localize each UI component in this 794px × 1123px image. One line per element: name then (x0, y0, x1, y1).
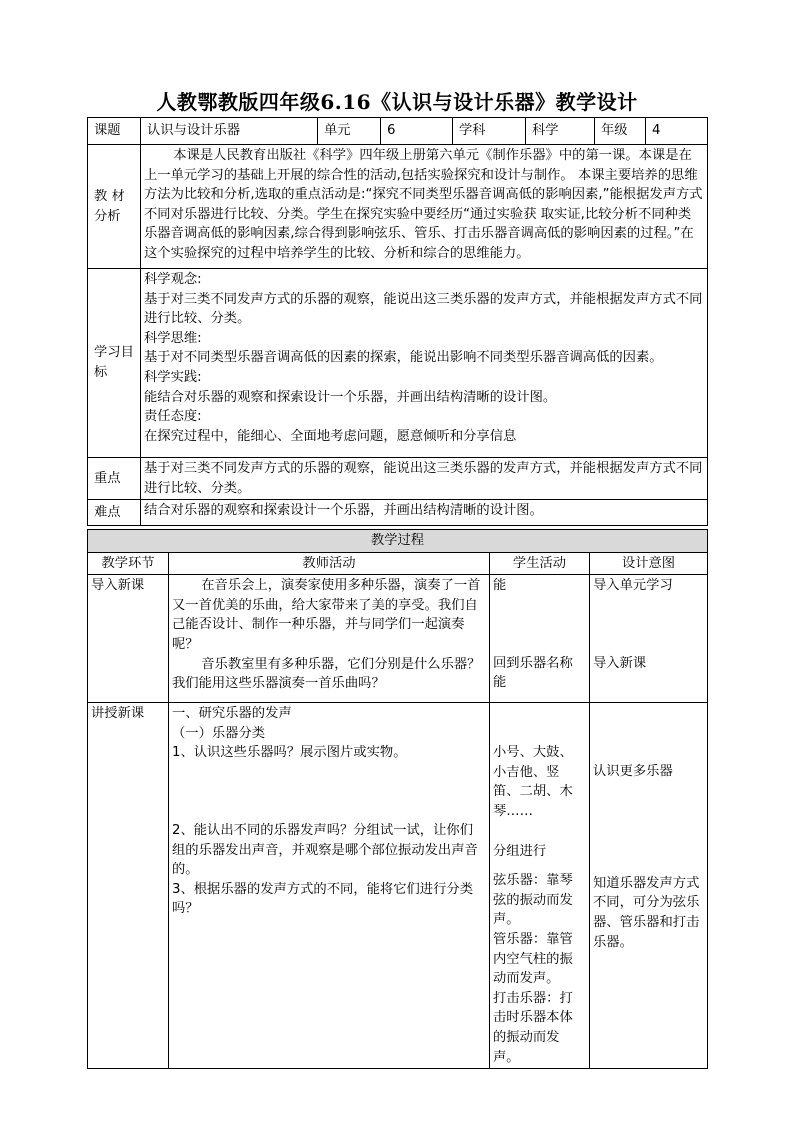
subject-value: 科学 (526, 118, 595, 145)
student-intro-2: 回到乐器名称 (493, 655, 573, 671)
grade-label: 年级 (595, 118, 646, 145)
teacher-intro-p1: 在音乐会上，演奏家使用多种乐器，演奏了一首又一首优美的乐曲，给大家带来了美的享受。我们自己能否设计、制作一种乐器，并与同学们一起演奏呢？ (172, 578, 481, 652)
goal-line: 科学观念: (144, 272, 202, 287)
student-intro (490, 575, 590, 703)
intent-item-3: 知道乐器发声方式不同，可分为弦乐器、管乐器和打击乐器。 (593, 875, 700, 950)
difficulty-text: 结合对乐器的观察和探索设计一个乐器，并画出结构清晰的设计图。 (141, 500, 708, 526)
teacher-lesson (169, 703, 490, 1069)
grade-value: 4 (646, 118, 708, 145)
unit-value: 6 (381, 118, 453, 145)
goal-line: 能结合对乐器的观察和探索设计一个乐器，并画出结构清晰的设计图。 (144, 389, 557, 405)
teacher-item-2: 2、能认出不同的乐器发声吗？分组试一试，让你们组的乐器发出声音，并观察是哪个部位振动发出声音的。 (172, 822, 478, 878)
process-title: 教学过程 (88, 530, 708, 553)
topic-label: 课题 (88, 118, 141, 145)
intent-intro (590, 575, 708, 703)
goal-line: 在探究过程中，能细心、全面地考虑问题，愿意倾听和分享信息 (144, 428, 517, 444)
col-header-stage: 教学环节 (88, 552, 169, 575)
intent-lesson (590, 703, 708, 1069)
lesson-info-table (87, 117, 708, 526)
intent-item-1: 认识更多乐器 (593, 764, 673, 780)
key-point-label: 重点 (88, 458, 141, 500)
intent-intro-1: 导入单元学习 (593, 578, 673, 594)
intent-intro-2: 导入新课 (593, 655, 647, 671)
topic-value: 认识与设计乐器 (141, 118, 318, 145)
student-item-3b: 管乐器：靠管内空气柱的振动而发声。 (493, 931, 573, 987)
teacher-item-1: 1、认识这些乐器吗？展示图片或实物。 (172, 745, 407, 761)
goal-line: 基于对三类不同发声方式的乐器的观察，能说出这三类乐器的发声方式，并能根据发声方式不同进行比较、分类。 (144, 291, 703, 327)
subject-label: 学科 (453, 118, 526, 145)
learning-goals-label: 学习目标 (88, 269, 141, 458)
student-intro-1: 能 (493, 578, 507, 594)
student-item-3a: 弦乐器：靠琴弦的振动而发声。 (493, 873, 573, 928)
goal-line: 基于对不同类型乐器音调高低的因素的探索，能说出影响不同类型乐器音调高低的因素。 (144, 350, 663, 366)
student-lesson (490, 703, 590, 1069)
goal-line: 科学实践: (144, 369, 202, 385)
col-header-teacher: 教师活动 (169, 552, 490, 575)
material-analysis-text: 本课是人民教育出版社《科学》四年级上册第六单元《制作乐器》中的第一课。本课是在上一单元学习的基础上开展的综合性的活动,包括实验探究和设计与制作。 本课主要培养的思维方法为比较和分析,选取的重点活动是:“探究不同类型乐器音调高低的影响因素,”能根据发声方式不同对乐器进行比较、分类。学生在探究实验中要经历“通过实验获 取实证,比较分析不同种类乐器音调高低的影响因素,综合得到影响弦乐、管乐、打击乐器音调高低的影响因素的过程。”在这个实验探究的过程中培养学生的比较、分析和综合的思维能力。 (141, 145, 708, 269)
unit-label: 单元 (318, 118, 381, 145)
goal-line: 科学思维: (144, 330, 202, 346)
learning-goals-text (141, 269, 708, 458)
key-point-text: 基于对三类不同发声方式的乐器的观察，能说出这三类乐器的发声方式，并能根据发声方式不同进行比较、分类。 (141, 458, 708, 500)
goal-line: 责任态度: (144, 409, 202, 425)
teacher-item-3: 3、根据乐器的发声方式的不同，能将它们进行分类吗？ (172, 881, 473, 917)
material-analysis-label: 教 材分析 (88, 145, 141, 269)
student-item-1: 小号、大鼓、小吉他、竖笛、二胡、木琴…… (493, 745, 573, 819)
col-header-intent: 设计意图 (590, 552, 708, 575)
difficulty-label: 难点 (88, 500, 141, 526)
page-title: 人教鄂教版四年级6.16《认识与设计乐器》教学设计 (156, 90, 638, 114)
teacher-heading-2: （一）乐器分类 (172, 725, 266, 741)
stage-lesson: 讲授新课 (88, 703, 169, 1069)
student-intro-3: 能 (493, 675, 507, 691)
student-item-3c: 打击乐器：打击时乐器本体的振动而发声。 (493, 990, 573, 1065)
col-header-student: 学生活动 (490, 552, 590, 575)
teacher-heading-1: 一、研究乐器的发声 (172, 706, 292, 722)
teacher-intro (169, 575, 490, 703)
teacher-intro-p2: 音乐教室里有多种乐器，它们分别是什么乐器？我们能用这些乐器演奏一首乐曲吗？ (172, 656, 481, 692)
stage-intro: 导入新课 (88, 575, 169, 703)
student-item-2: 分组进行 (493, 843, 547, 859)
teaching-process-table (87, 529, 708, 1069)
